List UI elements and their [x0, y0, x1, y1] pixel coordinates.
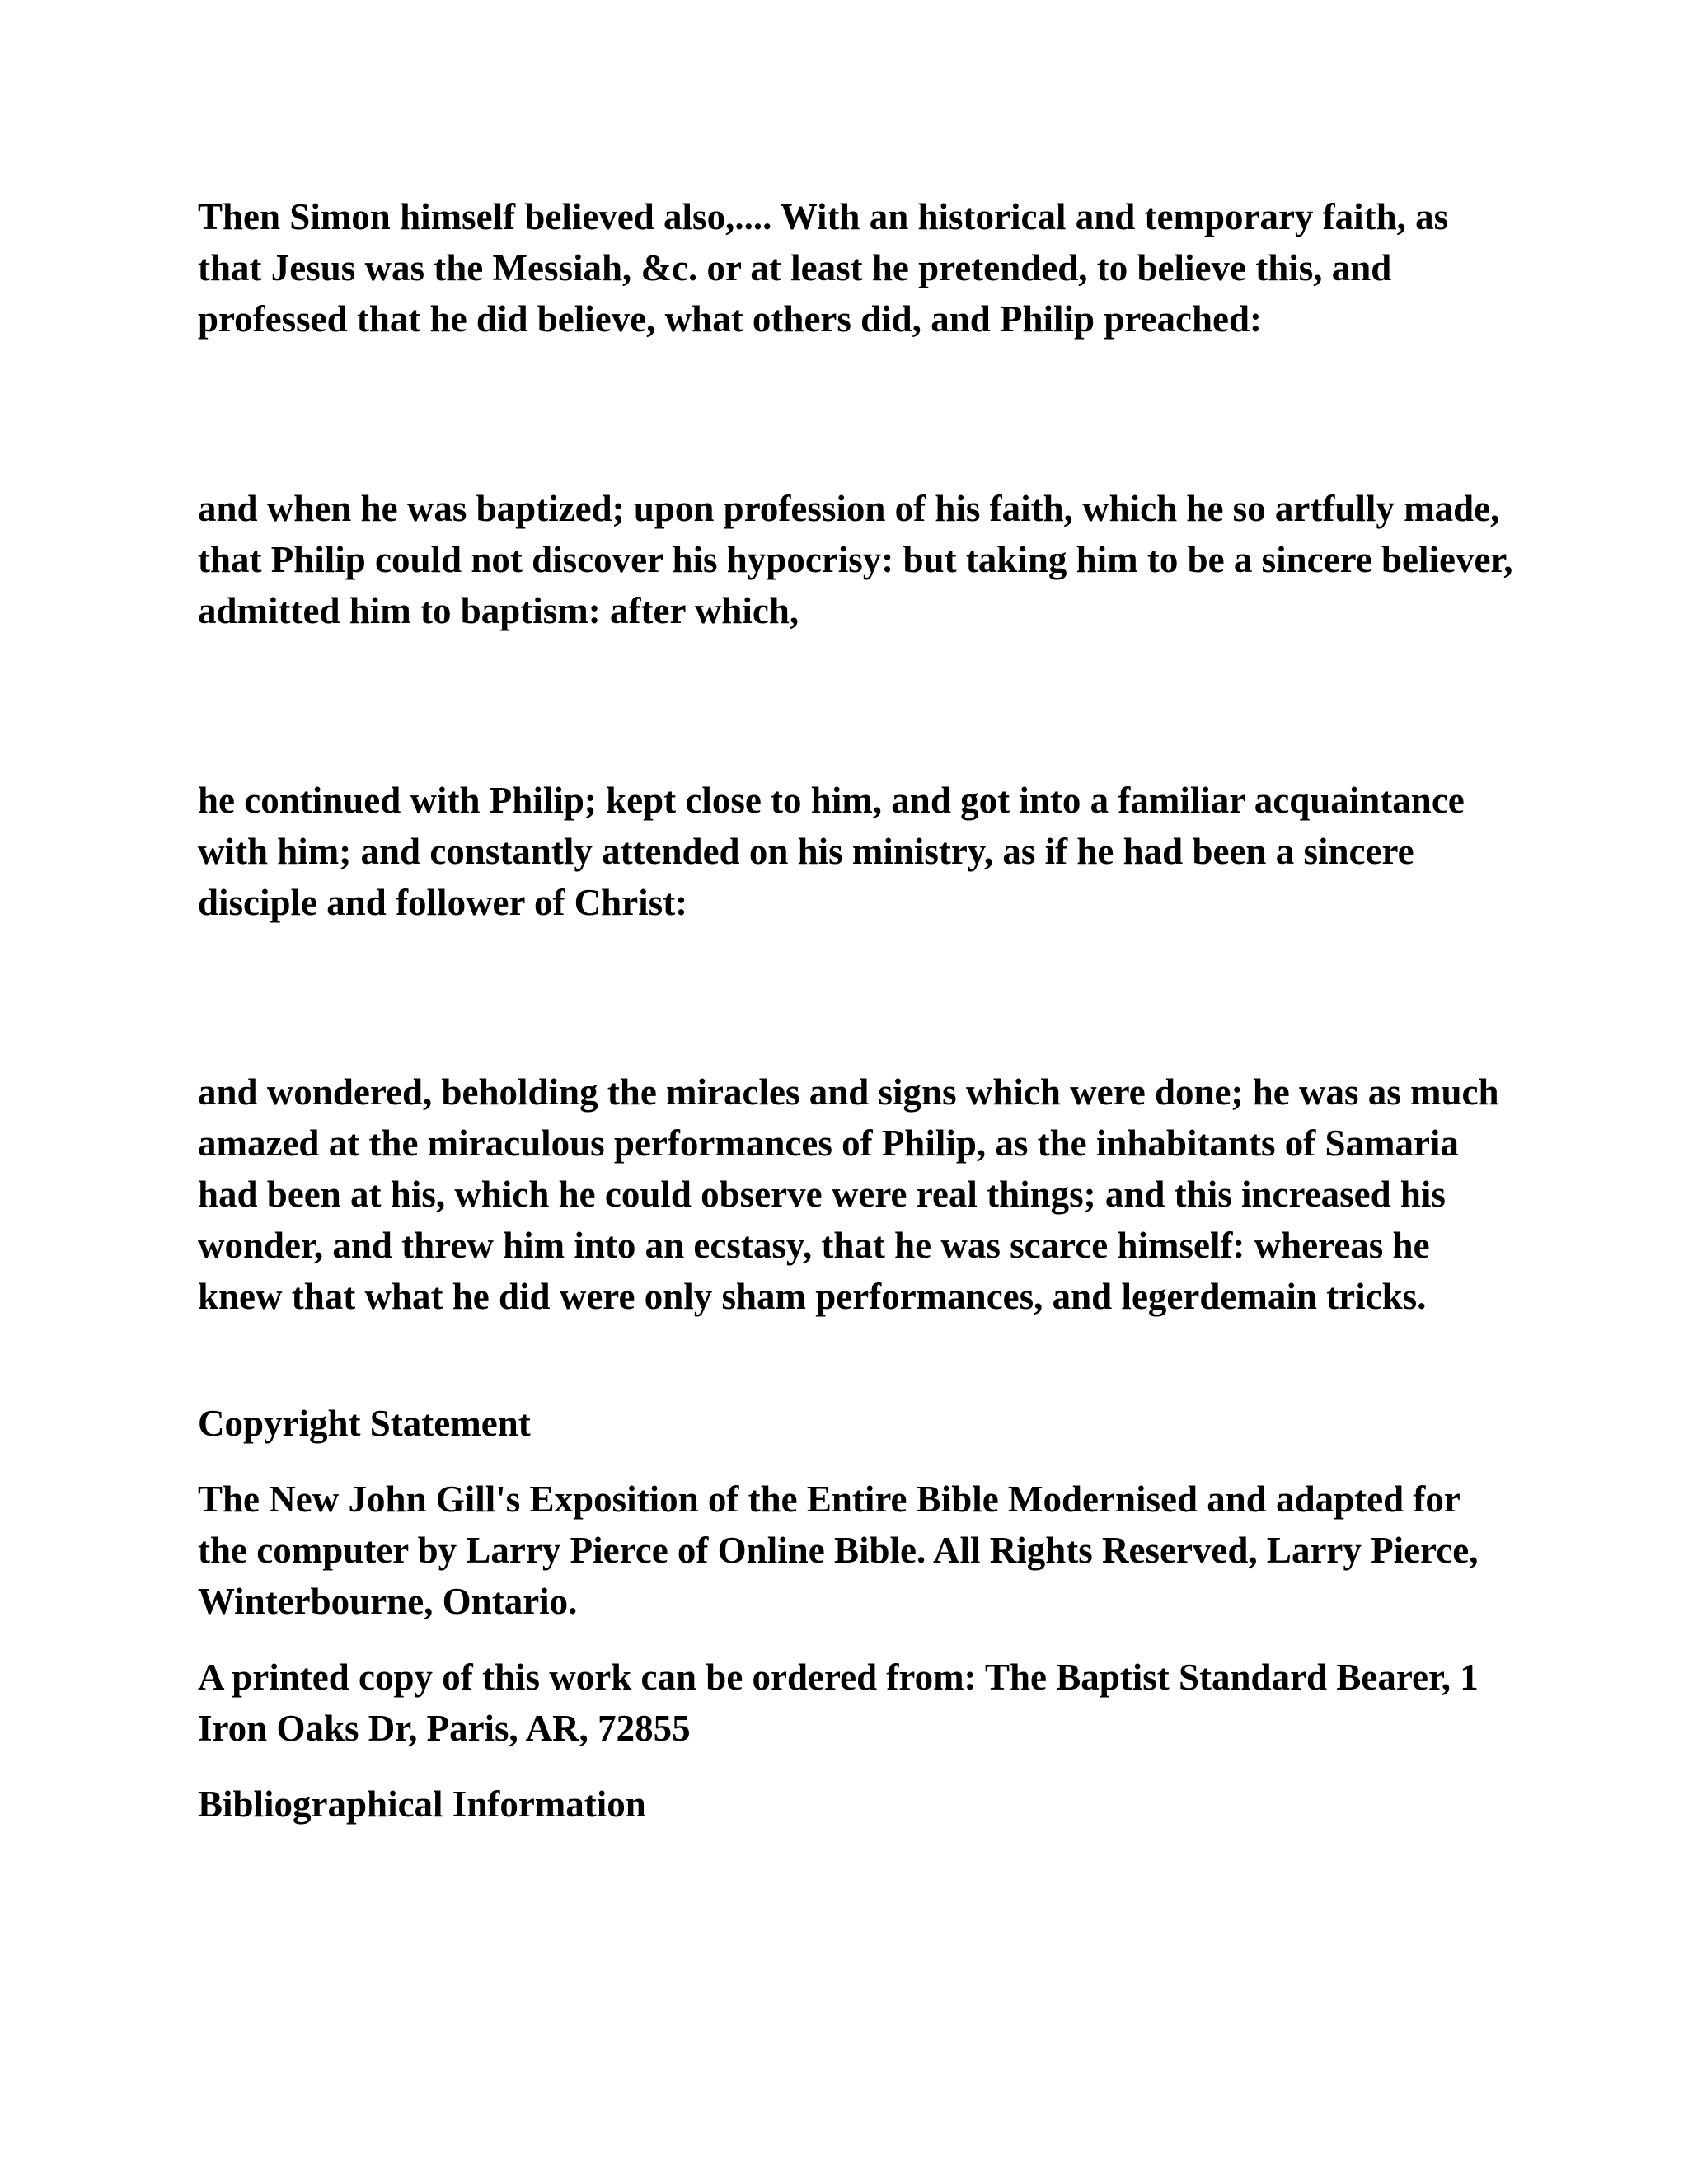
document-page — [198, 191, 1517, 1854]
commentary-paragraph-2: and when he was baptized; upon profession of his faith, which he so artfully made, that Philip could not discover his hypocrisy: but taking him to be a sincere believer, admitted him to baptism: after which, — [198, 488, 1513, 631]
commentary-paragraph-3: he continued with Philip; kept close to him, and got into a familiar acquaintance with him; and constantly attended on his ministry, as if he had been a sincere disciple and follower of Christ: — [198, 780, 1465, 923]
copyright-heading: Copyright Statement — [198, 1403, 531, 1444]
bibliography-heading: Bibliographical Information — [198, 1783, 646, 1825]
copyright-statement: The New John Gill's Exposition of the Entire Bible Modernised and adapted for the computer by Larry Pierce of Online Bible. All Rights Reserved, Larry Pierce, Winterbourne, Ontario. — [198, 1479, 1479, 1622]
order-information: A printed copy of this work can be ordered from: The Baptist Standard Bearer, 1 Iron Oaks Dr, Paris, AR, 72855 — [198, 1657, 1479, 1749]
commentary-paragraph-4: and wondered, beholding the miracles and signs which were done; he was as much amazed at the miraculous performances of Philip, as the inhabitants of Samaria had been at his, which he could observe were real things; and this increased his wonder, and threw him into an ecstasy, that he was scarce himself: whereas he knew that what he did were only sham performances, and legerdemain tricks. — [198, 1071, 1499, 1317]
commentary-paragraph-1: Then Simon himself believed also,.... With an historical and temporary faith, as that Jesus was the Messiah, &c. or at least he pretended, to believe this, and professed that he did believe, what others did, and Philip preached: — [198, 196, 1449, 340]
